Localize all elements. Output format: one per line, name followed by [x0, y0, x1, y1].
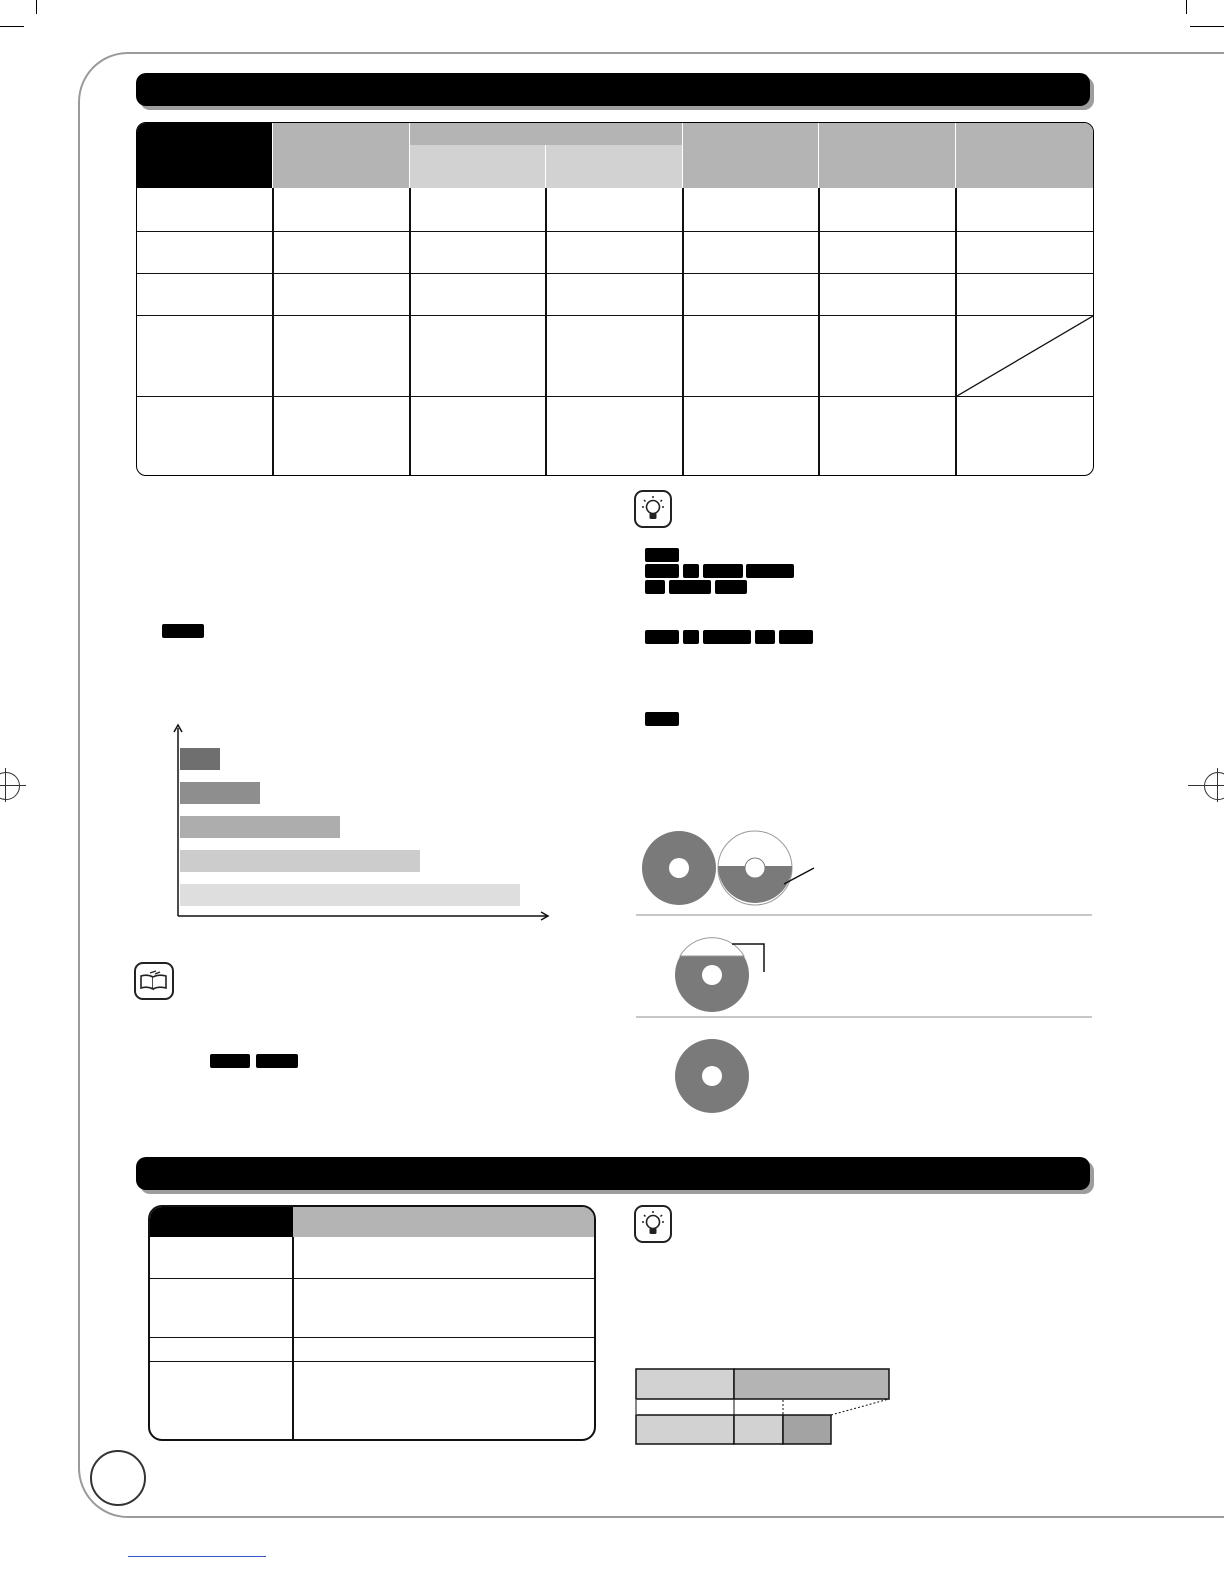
table-header-col-4 [683, 123, 819, 188]
section-header-bar-top [136, 73, 1090, 106]
table-header-col-5 [819, 123, 956, 188]
label-chip [645, 564, 679, 578]
section-header-bar-bottom [136, 1157, 1090, 1190]
label-chip [645, 712, 679, 726]
label-chip [162, 624, 204, 638]
table-hline-4 [137, 396, 1093, 397]
chart-bar-3 [180, 816, 340, 838]
crop-mark-tr-h [1190, 26, 1224, 27]
registration-mark-left-v [5, 768, 6, 802]
table-header-col-1 [273, 123, 410, 188]
label-chip [755, 630, 775, 644]
settings-table-header-right [293, 1207, 594, 1237]
disc-icon [675, 1039, 749, 1113]
chart-bar-5 [180, 884, 520, 906]
lightbulb-icon [634, 490, 672, 528]
lightbulb-icon [634, 1205, 672, 1243]
table-hline-1 [137, 231, 1093, 232]
crop-mark-tr-v [1186, 0, 1187, 14]
disc-icon [642, 831, 716, 905]
label-chip [645, 630, 679, 644]
table-header-group [410, 123, 683, 145]
table-vline-head-sep-3 [545, 145, 546, 188]
chart-bar-4 [180, 850, 420, 872]
table-subheader-col-2 [410, 145, 546, 188]
divider [636, 1016, 1092, 1018]
chart-bar-2 [180, 782, 260, 804]
settings-table-vline [292, 1237, 294, 1439]
registration-mark-left [0, 772, 20, 800]
table-hline-2 [137, 273, 1093, 274]
settings-table-hline-3 [150, 1361, 594, 1362]
mini-table-diagram [634, 1366, 896, 1448]
table-vline-head-sep-5 [818, 123, 819, 188]
comparison-table [136, 122, 1094, 476]
crop-mark-bl-h [128, 1556, 266, 1557]
crop-mark-tl-h [0, 26, 24, 27]
book-icon [134, 962, 174, 1000]
table-cell-not-applicable [957, 316, 1093, 396]
chart-bar-1 [180, 748, 220, 770]
label-chip [703, 564, 743, 578]
registration-mark-left-h [0, 785, 26, 786]
table-subheader-col-3 [546, 145, 683, 188]
label-chip [210, 1054, 250, 1068]
settings-table-hline-2 [150, 1337, 594, 1338]
divider [636, 914, 1092, 916]
settings-table [148, 1205, 596, 1441]
table-hline-3 [137, 315, 1093, 316]
label-chip [683, 564, 699, 578]
label-chip [256, 1054, 298, 1068]
disc-icon [675, 938, 764, 1012]
label-chip [779, 630, 813, 644]
crop-mark-tl-v [36, 0, 37, 14]
label-chip [715, 580, 747, 594]
table-header-col-6 [956, 123, 1093, 188]
table-vline-head-sep-2 [409, 123, 410, 188]
label-chip [645, 580, 665, 594]
label-chip [683, 630, 699, 644]
settings-table-header-left [150, 1207, 293, 1237]
label-chip [746, 564, 794, 578]
page-number-badge [90, 1450, 146, 1506]
settings-table-hline-1 [150, 1278, 594, 1279]
disc-icon [718, 831, 814, 905]
label-chip [645, 548, 679, 562]
label-chip [703, 630, 751, 644]
table-vline-head-sep-1 [272, 123, 273, 188]
disc-illustrations [636, 820, 1096, 1120]
table-header-corner [137, 123, 273, 188]
table-vline-head-sep-6 [955, 123, 956, 188]
table-vline-head-sep-4 [682, 123, 683, 188]
label-chip [669, 580, 711, 594]
